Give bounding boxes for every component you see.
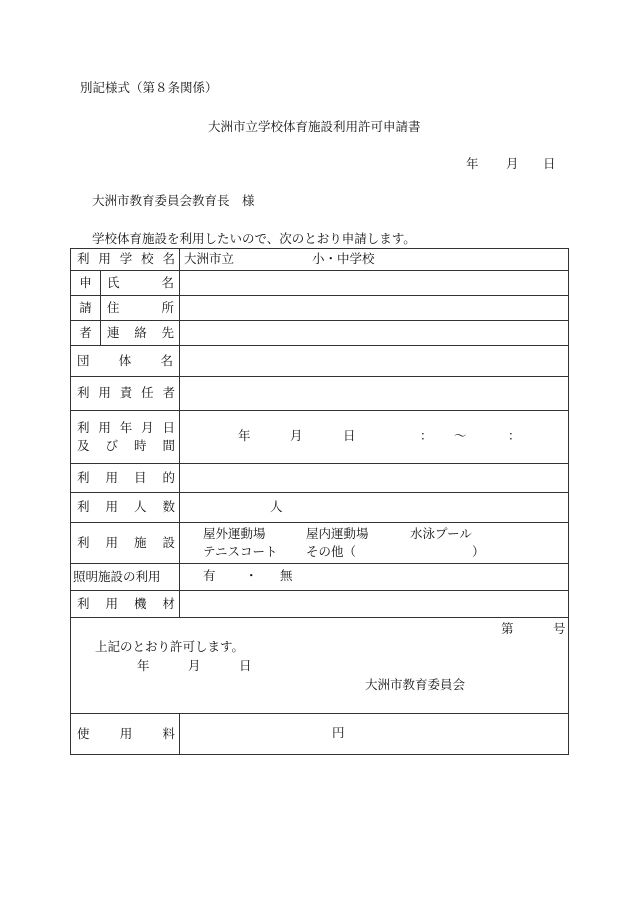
applicant-group-char-2: 請 [71, 296, 101, 321]
fee-field[interactable] [180, 714, 569, 755]
row-datetime [71, 411, 569, 464]
school-field[interactable] [180, 249, 569, 271]
lighting-separator: ・ [245, 568, 258, 583]
applicant-contact-label: 連 絡 先 [101, 321, 180, 346]
row-lighting [71, 564, 569, 591]
applicant-address-label: 住 所 [101, 296, 180, 321]
datetime-tilde: ～ [454, 428, 467, 443]
datetime-month: 月 [290, 428, 303, 443]
permit-day: 日 [239, 658, 252, 673]
school-suffix: 小・中学校 [312, 251, 375, 266]
datetime-day: 日 [343, 428, 356, 443]
equipment-label: 利 用 機 材 [71, 591, 180, 618]
fee-unit: 円 [332, 725, 345, 740]
permit-text: 上記のとおり許可します。 [95, 639, 245, 654]
permit-number-go: 号 [553, 621, 566, 636]
group-name-field[interactable] [180, 346, 569, 377]
row-school [71, 249, 569, 271]
row-permit [71, 618, 569, 714]
facility-option-tennis[interactable]: テニスコート [203, 544, 278, 559]
lighting-yes[interactable]: 有 [203, 568, 216, 583]
page-title: 大洲市立学校体育施設利用許可申請書 [208, 119, 421, 134]
applicant-contact-field[interactable] [180, 321, 569, 346]
datetime-year: 年 [238, 428, 251, 443]
datetime-label: 利 用 年 月 日 及 び 時 間 [71, 411, 180, 464]
people-field[interactable] [180, 493, 569, 523]
row-applicant-name [71, 271, 569, 296]
responsible-label: 利 用 責 任 者 [71, 377, 180, 411]
date-month-label: 月 [506, 156, 519, 171]
datetime-colon-start: ： [420, 428, 433, 443]
applicant-name-label: 氏 名 [101, 271, 180, 296]
row-facility [71, 523, 569, 564]
applicant-name-field[interactable] [180, 271, 569, 296]
people-unit: 人 [270, 499, 283, 514]
row-equipment [71, 591, 569, 618]
lighting-field[interactable] [180, 564, 569, 591]
row-group-name [71, 346, 569, 377]
fee-label: 使 用 料 [71, 714, 180, 755]
facility-option-other[interactable]: その他（ [306, 544, 357, 559]
row-applicant-contact [71, 321, 569, 346]
permit-month: 月 [188, 658, 201, 673]
facility-option-outdoor[interactable]: 屋外運動場 [203, 526, 266, 541]
lighting-no[interactable]: 無 [280, 568, 293, 583]
application-form-table [70, 248, 569, 755]
facility-field[interactable] [180, 523, 569, 564]
row-fee [71, 714, 569, 755]
addressee: 大洲市教育委員会教育長 様 [92, 193, 255, 208]
people-label: 利 用 人 数 [71, 493, 180, 523]
row-applicant-address [71, 296, 569, 321]
permit-number-dai: 第 [501, 621, 514, 636]
facility-option-pool[interactable]: 水泳プール [410, 526, 472, 541]
facility-other-close: ） [472, 544, 485, 559]
equipment-field[interactable] [180, 591, 569, 618]
purpose-label: 利 用 目 的 [71, 464, 180, 493]
purpose-field[interactable] [180, 464, 569, 493]
facility-label: 利 用 施 設 [71, 523, 180, 564]
permit-year: 年 [137, 658, 150, 673]
form-number: 別記様式（第８条関係） [80, 80, 218, 95]
group-name-label: 団 体 名 [71, 346, 180, 377]
row-people [71, 493, 569, 523]
responsible-field[interactable] [180, 377, 569, 411]
date-day-label: 日 [543, 156, 556, 171]
school-prefix: 大洲市立 [184, 251, 235, 266]
row-responsible [71, 377, 569, 411]
datetime-field[interactable] [180, 411, 569, 464]
row-purpose [71, 464, 569, 493]
applicant-address-field[interactable] [180, 296, 569, 321]
lighting-label: 照明施設の利用 [71, 564, 180, 591]
date-year-label: 年 [466, 156, 479, 171]
permit-block [71, 618, 569, 714]
applicant-group-char-1: 申 [71, 271, 101, 296]
permit-issuer: 大洲市教育委員会 [365, 677, 466, 692]
school-label: 利 用 学 校 名 [71, 249, 180, 271]
datetime-colon-end: ： [508, 428, 521, 443]
intro-text: 学校体育施設を利用したいので、次のとおり申請します。 [92, 231, 416, 246]
applicant-group-char-3: 者 [71, 321, 101, 346]
facility-option-indoor[interactable]: 屋内運動場 [306, 526, 369, 541]
